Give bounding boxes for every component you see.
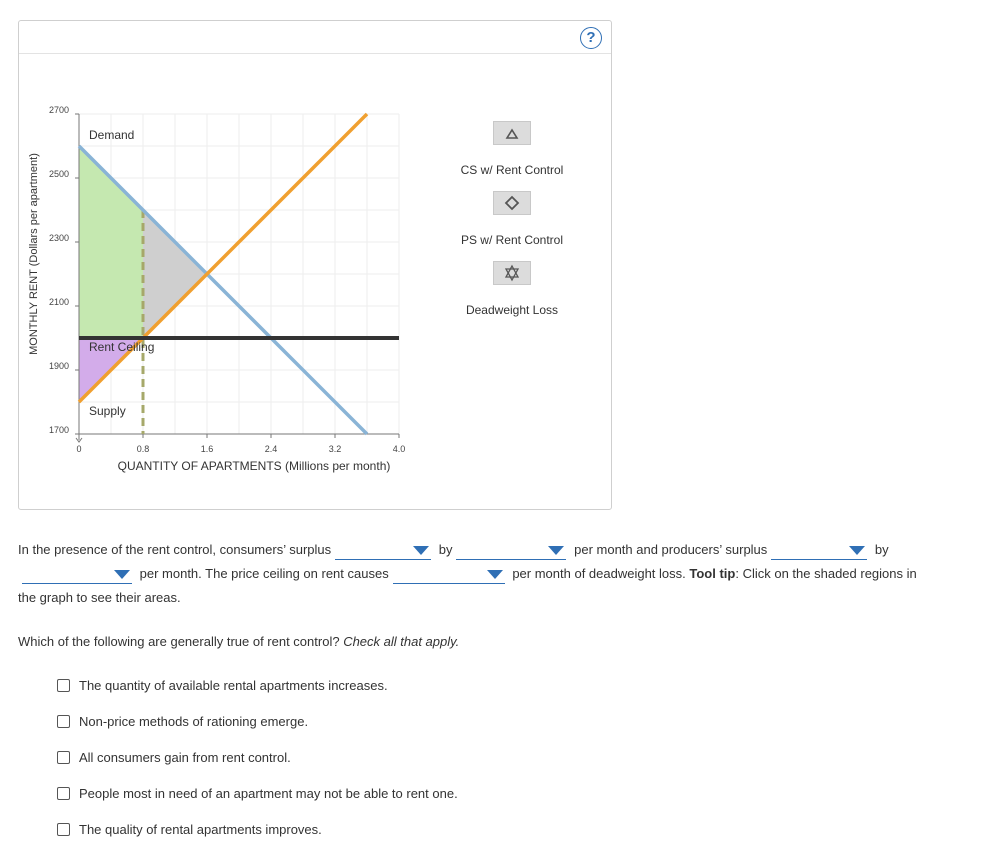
option-label: The quality of rental apartments improves.: [79, 822, 322, 837]
ps-amount-dropdown[interactable]: [22, 566, 132, 584]
option-quality-improves[interactable]: [57, 822, 322, 837]
cs-change-dropdown[interactable]: [335, 542, 431, 560]
x-tick-label: 3.2: [328, 444, 342, 454]
star-icon: [494, 262, 530, 284]
option-non-price-rationing[interactable]: [57, 714, 308, 729]
chevron-down-icon: [413, 546, 429, 555]
dwl-amount-dropdown[interactable]: [393, 566, 505, 584]
y-tick-label: 2500: [48, 169, 69, 179]
x-axis-title: QUANTITY OF APARTMENTS (Millions per month): [117, 459, 391, 473]
x-tick-label: 0: [76, 444, 82, 454]
label-supply: Supply: [89, 404, 126, 418]
question-rent-control: [18, 634, 459, 649]
help-icon[interactable]: ?: [580, 27, 602, 49]
q1-text-1: In the presence of the rent control, consumers’ surplus: [18, 542, 332, 557]
option-label: All consumers gain from rent control.: [79, 750, 291, 765]
checkbox[interactable]: [57, 787, 70, 800]
label-rent-ceiling: Rent Ceiling: [89, 340, 155, 354]
option-all-consumers-gain[interactable]: [57, 750, 291, 765]
q2-prompt: Which of the following are generally true of rent control?: [18, 634, 340, 649]
option-quantity-increases[interactable]: [57, 678, 388, 693]
cs-tool-button[interactable]: [493, 121, 531, 145]
y-tick-label: 2700: [48, 105, 69, 115]
option-label: Non-price methods of rationing emerge.: [79, 714, 309, 729]
chevron-down-icon: [487, 570, 503, 579]
x-tick-label: 4.0: [392, 444, 406, 454]
ps-tool-label: PS w/ Rent Control: [460, 233, 564, 247]
y-axis-title: MONTHLY RENT (Dollars per apartment): [28, 153, 40, 355]
ps-tool-button[interactable]: [493, 191, 531, 215]
chevron-down-icon: [114, 570, 130, 579]
checkbox[interactable]: [57, 823, 70, 836]
q1-text-6: per month of deadweight loss.: [512, 566, 686, 581]
y-tick-label: 2300: [48, 233, 69, 243]
tool-tip-text: : Click on the shaded regions in the graph to see their areas.: [18, 566, 917, 605]
x-tick-label: 0.8: [136, 444, 150, 454]
dwl-tool-label: Deadweight Loss: [465, 303, 559, 317]
option-label: People most in need of an apartment may not be able to rent one.: [79, 786, 458, 801]
y-tick-label: 1900: [48, 361, 69, 371]
graph-panel: [18, 20, 612, 510]
y-tick-label: 1700: [48, 425, 69, 435]
q1-text-5: per month. The price ceiling on rent causes: [139, 566, 389, 581]
ps-change-dropdown[interactable]: [771, 542, 867, 560]
x-tick-label: 1.6: [200, 444, 214, 454]
cs-tool-label: CS w/ Rent Control: [460, 163, 564, 177]
option-most-in-need[interactable]: [57, 786, 458, 801]
label-demand: Demand: [89, 128, 135, 142]
y-tick-label: 2100: [48, 297, 69, 307]
option-label: The quantity of available rental apartments increases.: [79, 678, 388, 693]
tool-tip-label: Tool tip: [689, 566, 736, 581]
dwl-tool-button[interactable]: [493, 261, 531, 285]
q1-text-4: by: [874, 542, 889, 557]
checkbox[interactable]: [57, 715, 70, 728]
chevron-down-icon: [548, 546, 564, 555]
cs-amount-dropdown[interactable]: [456, 542, 566, 560]
q1-text-3: per month and producers’ surplus: [574, 542, 768, 557]
x-tick-label: 2.4: [264, 444, 278, 454]
chevron-down-icon: [849, 546, 865, 555]
q1-text-2: by: [438, 542, 453, 557]
triangle-icon: [494, 122, 530, 144]
question-surplus: [18, 538, 938, 610]
q2-hint: Check all that apply.: [343, 634, 460, 649]
diamond-icon: [494, 192, 530, 214]
checkbox[interactable]: [57, 679, 70, 692]
checkbox[interactable]: [57, 751, 70, 764]
